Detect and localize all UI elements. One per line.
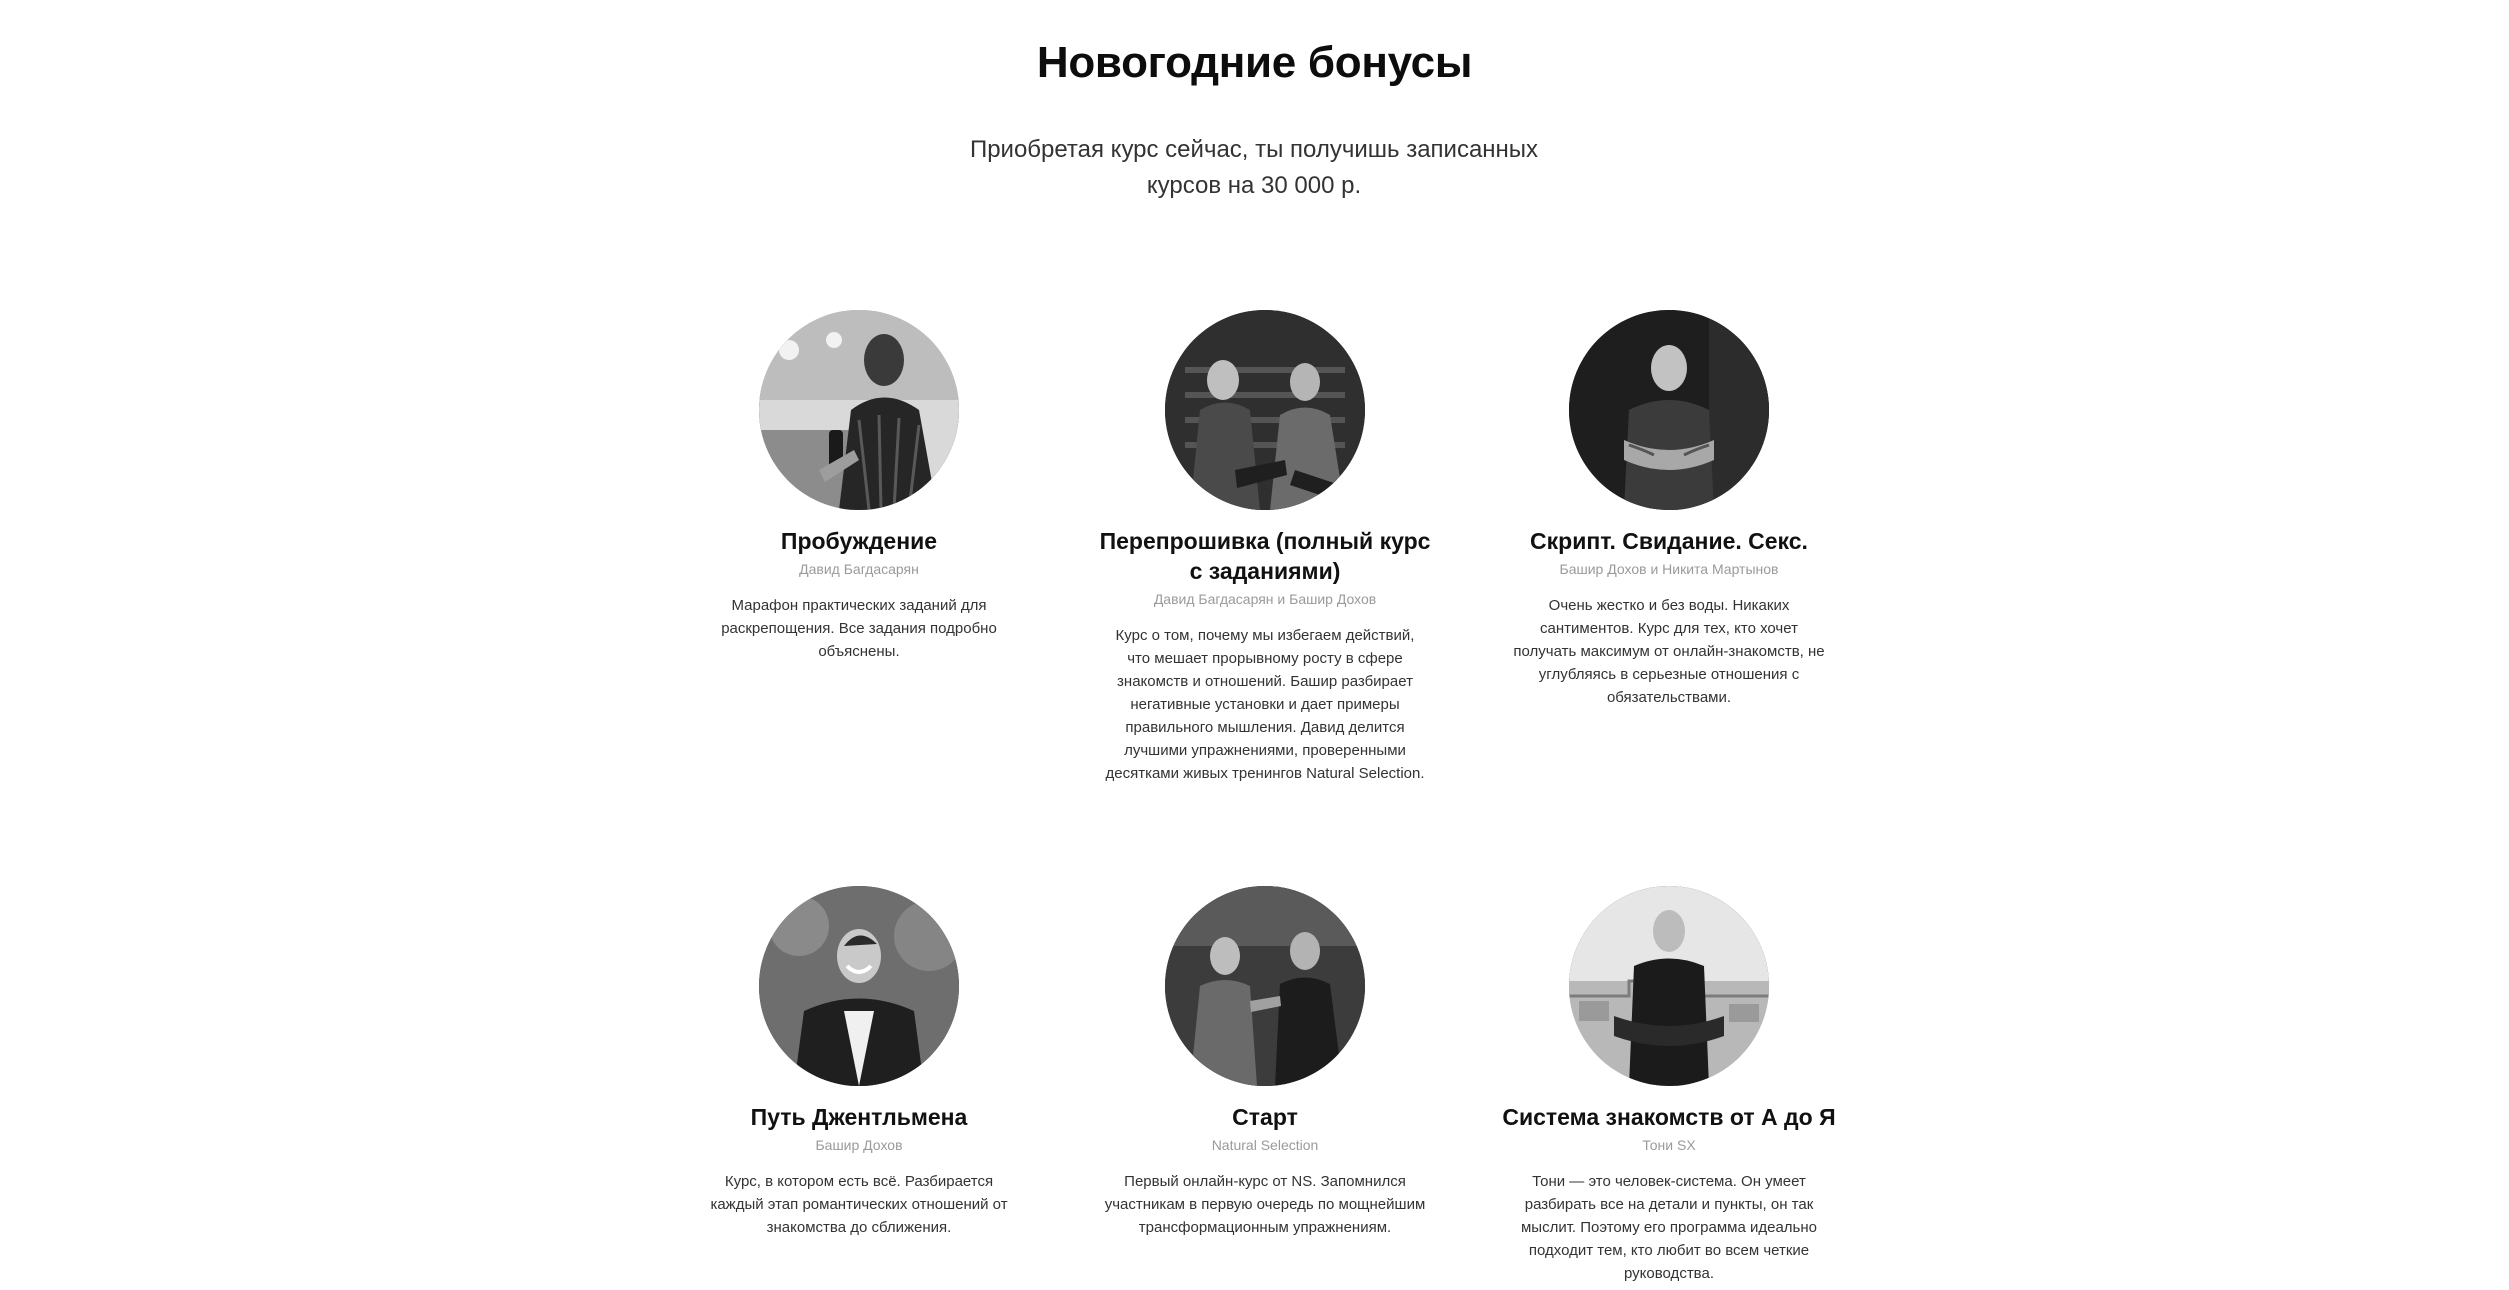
- card-author: Давид Багдасарян и Башир Дохов: [1153, 591, 1377, 607]
- bonus-card: [1499, 886, 1839, 1285]
- card-author: Давид Багдасарян: [799, 561, 919, 577]
- card-description: Очень жестко и без воды. Никаких сантиментов. Курс для тех, кто хочет получать максимум от онлайн-знакомств, не углубляясь в серьезные отношения с обязательствами.: [1513, 597, 1825, 706]
- author-photo: [1569, 886, 1769, 1086]
- card-title: Система знакомств от А до Я: [1502, 1104, 1836, 1130]
- card-title: Скрипт. Свидание. Секс.: [1530, 528, 1808, 554]
- card-author: Башир Дохов: [815, 1137, 903, 1153]
- photo-illustration: [1569, 310, 1769, 510]
- card-description: Первый онлайн-курс от NS. Запомнился участникам в первую очередь по мощнейшим трансформационным упражнениям.: [1104, 1173, 1426, 1236]
- author-photo: [1165, 310, 1365, 510]
- section-title: Новогодние бонусы: [1036, 38, 1473, 87]
- card-title: Пробуждение: [780, 528, 938, 554]
- author-photo: [759, 310, 959, 510]
- author-photo: [759, 886, 959, 1086]
- photo-illustration: [759, 310, 959, 510]
- bonus-card: [1095, 886, 1435, 1239]
- bonus-card: [1095, 310, 1435, 785]
- author-photo: [1165, 886, 1365, 1086]
- card-description: Курс о том, почему мы избегаем действий, что мешает прорывному росту в сфере знакомств и отношений. Башир разбирает негативные установки и дает примеры правильного мышления. Давид делится лучшими упражнениями, проверенными десятками живых тренингов Natural Selection.: [1105, 627, 1425, 782]
- card-title: Перепрошивка (полный курс с заданиями): [1099, 528, 1431, 584]
- card-title: Путь Джентльмена: [750, 1104, 968, 1130]
- photo-illustration: [759, 886, 959, 1086]
- card-description: Марафон практических заданий для раскрепощения. Все задания подробно объяснены.: [721, 597, 997, 660]
- author-photo: [1569, 310, 1769, 510]
- section-subtitle: Приобретая курс сейчас, ты получишь записанных курсов на 30 000 р.: [969, 136, 1539, 199]
- photo-illustration: [1165, 310, 1365, 510]
- bonus-card: [689, 310, 1029, 663]
- card-author: Башир Дохов и Никита Мартынов: [1559, 561, 1779, 577]
- photo-illustration: [1165, 886, 1365, 1086]
- card-author: Тони SX: [1642, 1137, 1696, 1153]
- card-author: Natural Selection: [1211, 1137, 1319, 1153]
- card-description: Тони — это человек-система. Он умеет разбирать все на детали и пункты, он так мыслит. Поэтому его программа идеально подходит тем, кто любит во всем четкие руководства.: [1520, 1173, 1817, 1282]
- card-title: Старт: [1232, 1104, 1298, 1130]
- card-description: Курс, в котором есть всё. Разбирается каждый этап романтических отношений от знакомства до сближения.: [710, 1173, 1008, 1236]
- bonus-card: [689, 886, 1029, 1239]
- photo-illustration: [1569, 886, 1769, 1086]
- bonus-card: [1499, 310, 1839, 709]
